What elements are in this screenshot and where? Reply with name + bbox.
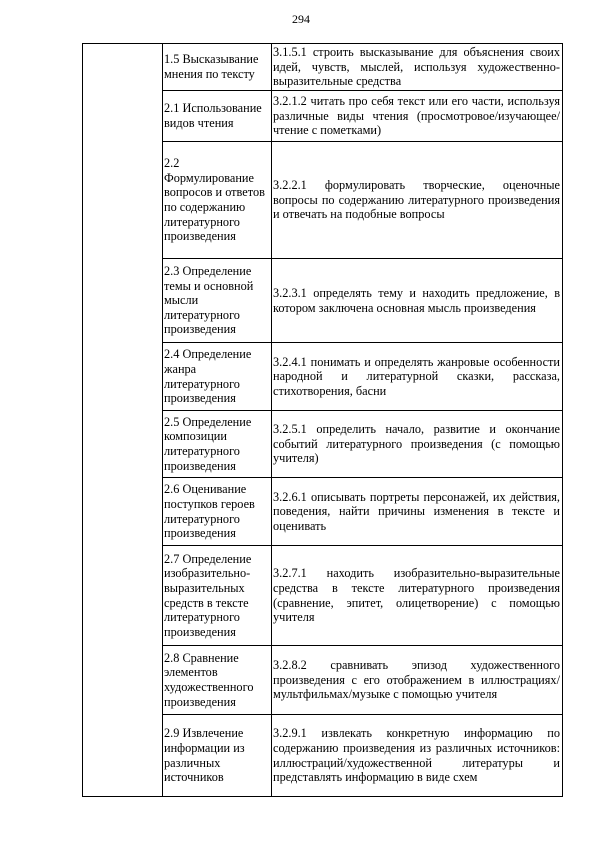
learning-objective-cell: 3.2.5.1 определить начало, развитие и окончание событий литературного произведения (с помощью учителя) [272, 411, 563, 478]
learning-objective-cell: 3.2.7.1 находить изобразительно-выразительные средства в тексте литературного произведения (сравнение, эпитет, олицетворение) с помощью учителя [272, 546, 563, 646]
table-row [83, 44, 563, 91]
learning-objective-cell: 3.1.5.1 строить высказывание для объяснения своих идей, чувств, мыслей, используя художественно-выразительные средства [272, 44, 563, 91]
learning-objective-cell: 3.2.2.1 формулировать творческие, оценочные вопросы по содержанию литературного произведения и отвечать на подобные вопросы [272, 142, 563, 259]
skill-cell: 2.9 Извлечение информации из различных источников [163, 715, 272, 797]
skill-cell: 1.5 Высказывание мнения по тексту [163, 44, 272, 91]
learning-objective-cell: 3.2.3.1 определять тему и находить предложение, в котором заключена основная мысль произведения [272, 259, 563, 343]
learning-objective-cell: 3.2.6.1 описывать портреты персонажей, их действия, поведения, найти причины изменения в тексте и оценивать [272, 478, 563, 546]
skill-cell: 2.7 Определение изобразительно-выразительных средств в тексте литературного произведения [163, 546, 272, 646]
skill-cell: 2.2 Формулирование вопросов и ответов по содержанию литературного произведения [163, 142, 272, 259]
section-column-cell [83, 44, 163, 797]
learning-objective-cell: 3.2.1.2 читать про себя текст или его части, используя различные виды чтения (просмотровое/изучающее/чтение с пометками) [272, 91, 563, 142]
skill-cell: 2.8 Сравнение элементов художественного произведения [163, 646, 272, 715]
skill-cell: 2.6 Оценивание поступков героев литературного произведения [163, 478, 272, 546]
skill-cell: 2.3 Определение темы и основной мысли литературного произведения [163, 259, 272, 343]
learning-objective-cell: 3.2.9.1 извлекать конкретную информацию по содержанию произведения из различных источников: иллюстраций/художественной литературы и представлять информацию в виде схем [272, 715, 563, 797]
curriculum-table [82, 43, 563, 797]
skill-cell: 2.1 Использование видов чтения [163, 91, 272, 142]
skill-cell: 2.5 Определение композиции литературного произведения [163, 411, 272, 478]
learning-objective-cell: 3.2.8.2 сравнивать эпизод художественного произведения с его отображением в иллюстрациях/мультфильмах/музыке с помощью учителя [272, 646, 563, 715]
learning-objective-cell: 3.2.4.1 понимать и определять жанровые особенности народной и литературной сказки, рассказа, стихотворения, басни [272, 343, 563, 411]
skill-cell: 2.4 Определение жанра литературного произведения [163, 343, 272, 411]
page-number: 294 [292, 12, 310, 26]
